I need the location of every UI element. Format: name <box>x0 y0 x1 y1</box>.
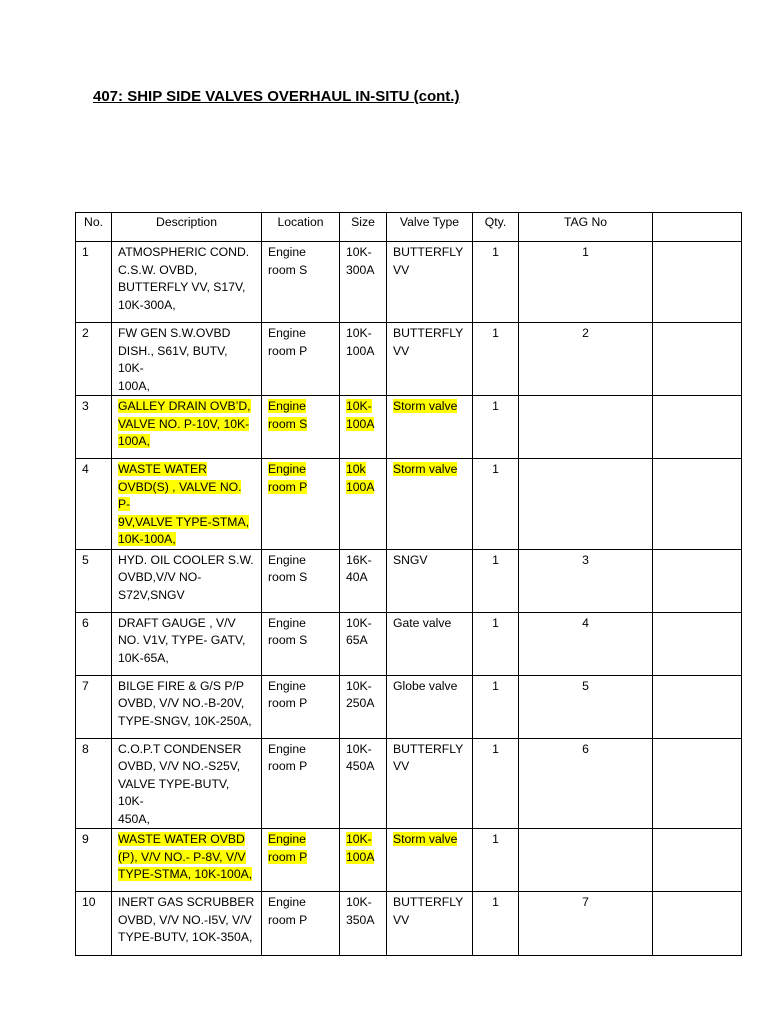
row-no: 5 <box>82 552 89 567</box>
row-size: 10K- 250A <box>346 678 375 710</box>
row-valve-type: Globe valve <box>393 678 458 693</box>
row-description-cell <box>112 675 262 738</box>
row-no-cell <box>76 675 112 738</box>
row-tag-no-cell <box>519 549 653 612</box>
row-no-cell <box>76 459 112 550</box>
row-qty: 1 <box>492 245 499 259</box>
row-qty: 1 <box>492 615 499 630</box>
row-tag-no-cell <box>519 675 653 738</box>
table-row <box>76 549 742 612</box>
row-qty-cell <box>473 675 519 738</box>
row-qty-cell <box>473 612 519 675</box>
row-no-cell <box>76 549 112 612</box>
table-row <box>76 459 742 550</box>
row-valve-type-cell <box>387 829 473 892</box>
row-tag-no: 4 <box>582 615 589 630</box>
row-valve-type-cell <box>387 612 473 675</box>
row-tag-no-cell <box>519 323 653 396</box>
row-qty-cell <box>473 323 519 396</box>
row-valve-type: Storm valve <box>393 399 458 413</box>
row-size: 10K- 65A <box>346 615 372 647</box>
row-description-cell <box>112 323 262 396</box>
row-tag-no: 7 <box>582 895 589 909</box>
row-extra-cell <box>653 738 742 829</box>
row-qty: 1 <box>492 741 499 756</box>
row-description-cell <box>112 459 262 550</box>
row-extra-cell <box>653 549 742 612</box>
row-no: 7 <box>82 678 89 693</box>
row-qty: 1 <box>492 895 499 909</box>
row-no-cell <box>76 396 112 459</box>
row-location-cell <box>262 738 340 829</box>
row-location-cell <box>262 549 340 612</box>
row-valve-type-cell <box>387 738 473 829</box>
row-description-cell <box>112 829 262 892</box>
row-size: 10K- 450A <box>346 741 375 773</box>
row-extra-cell <box>653 459 742 550</box>
row-valve-type-cell <box>387 396 473 459</box>
table-row <box>76 675 742 738</box>
table-row <box>76 396 742 459</box>
row-size: 10K- 100A <box>346 399 375 431</box>
row-size: 10K- 300A <box>346 245 375 277</box>
row-valve-type: SNGV <box>393 552 428 567</box>
row-no-cell <box>76 829 112 892</box>
table-header-row <box>76 213 742 242</box>
row-location: Engine room P <box>268 462 308 494</box>
row-no: 8 <box>82 741 89 756</box>
row-location-cell <box>262 612 340 675</box>
row-description: WASTE WATER OVBD(S) , VALVE NO. P- 9V,VALVE TYPE-STMA, 10K-100A, <box>118 462 249 546</box>
row-extra-cell <box>653 892 742 956</box>
row-description-cell <box>112 549 262 612</box>
table-row <box>76 829 742 892</box>
row-valve-type-cell <box>387 549 473 612</box>
row-location-cell <box>262 242 340 323</box>
row-description: HYD. OIL COOLER S.W. OVBD,V/V NO- S72V,SNGV <box>118 552 254 602</box>
row-no: 9 <box>82 832 89 846</box>
row-valve-type-cell <box>387 459 473 550</box>
row-extra-cell <box>653 612 742 675</box>
row-no-cell <box>76 612 112 675</box>
row-qty-cell <box>473 459 519 550</box>
row-size-cell <box>340 738 387 829</box>
row-no: 10 <box>82 895 96 909</box>
row-valve-type-cell <box>387 242 473 323</box>
row-qty: 1 <box>492 399 499 413</box>
table-row <box>76 323 742 396</box>
header-description: Description <box>112 213 262 242</box>
row-qty-cell <box>473 738 519 829</box>
table-row <box>76 242 742 323</box>
row-qty: 1 <box>492 832 499 846</box>
row-location: Engine room S <box>268 245 308 277</box>
row-description: DRAFT GAUGE , V/V NO. V1V, TYPE- GATV, 10K-65A, <box>118 615 246 665</box>
row-no: 3 <box>82 399 89 413</box>
row-no: 4 <box>82 462 89 476</box>
row-description: ATMOSPHERIC COND. C.S.W. OVBD, BUTTERFLY VV, S17V, 10K-300A, <box>118 245 250 312</box>
row-tag-no: 3 <box>582 552 589 567</box>
row-description-cell <box>112 242 262 323</box>
header-location: Location <box>262 213 340 242</box>
row-no: 1 <box>82 245 89 259</box>
row-location-cell <box>262 323 340 396</box>
page-title: 407: SHIP SIDE VALVES OVERHAUL IN-SITU (cont.) <box>93 88 460 105</box>
row-size-cell <box>340 549 387 612</box>
row-valve-type: BUTTERFLY VV <box>393 741 464 773</box>
row-description-cell <box>112 738 262 829</box>
row-size-cell <box>340 396 387 459</box>
row-size: 10K- 100A <box>346 832 375 864</box>
header-qty: Qty. <box>473 213 519 242</box>
row-tag-no: 1 <box>582 245 589 259</box>
row-location-cell <box>262 459 340 550</box>
row-location: Engine room P <box>268 326 308 358</box>
row-description: GALLEY DRAIN OVB’D, VALVE NO. P-10V, 10K- 100A, <box>118 399 251 448</box>
row-tag-no-cell <box>519 612 653 675</box>
row-size-cell <box>340 892 387 956</box>
row-description: FW GEN S.W.OVBD DISH., S61V, BUTV, 10K- 100A, <box>118 326 231 393</box>
row-description: BILGE FIRE & G/S P/P OVBD, V/V NO.-B-20V, TYPE-SNGV, 10K-250A, <box>118 678 252 728</box>
row-extra-cell <box>653 675 742 738</box>
row-qty-cell <box>473 242 519 323</box>
row-tag-no: 2 <box>582 326 589 340</box>
table-row <box>76 738 742 829</box>
row-size-cell <box>340 459 387 550</box>
row-tag-no: 6 <box>582 741 589 756</box>
header-blank <box>653 213 742 242</box>
row-location: Engine room P <box>268 741 308 773</box>
row-size-cell <box>340 612 387 675</box>
row-location: Engine room S <box>268 615 308 647</box>
row-tag-no-cell <box>519 738 653 829</box>
row-description-cell <box>112 396 262 459</box>
header-valve-type: Valve Type <box>387 213 473 242</box>
row-valve-type: Gate valve <box>393 615 452 630</box>
row-size-cell <box>340 323 387 396</box>
row-size: 10K- 350A <box>346 895 375 927</box>
row-qty-cell <box>473 892 519 956</box>
row-tag-no-cell <box>519 829 653 892</box>
row-tag-no: 5 <box>582 678 589 693</box>
valves-table <box>75 212 742 956</box>
row-qty-cell <box>473 549 519 612</box>
row-size: 10k 100A <box>346 462 375 494</box>
row-location-cell <box>262 892 340 956</box>
row-size: 10K- 100A <box>346 326 375 358</box>
row-tag-no-cell <box>519 396 653 459</box>
row-extra-cell <box>653 323 742 396</box>
table-row <box>76 612 742 675</box>
row-no-cell <box>76 738 112 829</box>
row-qty: 1 <box>492 462 499 476</box>
row-size-cell <box>340 675 387 738</box>
row-valve-type: Storm valve <box>393 462 458 476</box>
row-no-cell <box>76 323 112 396</box>
row-location: Engine room P <box>268 832 308 864</box>
row-no-cell <box>76 242 112 323</box>
row-location: Engine room S <box>268 552 308 584</box>
row-extra-cell <box>653 242 742 323</box>
row-location: Engine room P <box>268 678 308 710</box>
row-qty-cell <box>473 829 519 892</box>
row-qty: 1 <box>492 678 499 693</box>
header-no: No. <box>76 213 112 242</box>
row-no: 6 <box>82 615 89 630</box>
row-description: C.O.P.T CONDENSER OVBD, V/V NO.-S25V, VALVE TYPE-BUTV, 10K- 450A, <box>118 741 242 826</box>
row-size-cell <box>340 242 387 323</box>
row-extra-cell <box>653 396 742 459</box>
row-valve-type: Storm valve <box>393 832 458 846</box>
row-valve-type-cell <box>387 323 473 396</box>
row-description: INERT GAS SCRUBBER OVBD, V/V NO.-I5V, V/V TYPE-BUTV, 1OK-350A, <box>118 895 255 944</box>
row-size-cell <box>340 829 387 892</box>
row-location-cell <box>262 675 340 738</box>
row-description-cell <box>112 612 262 675</box>
row-tag-no-cell <box>519 892 653 956</box>
row-valve-type: BUTTERFLY VV <box>393 895 464 927</box>
row-valve-type: BUTTERFLY VV <box>393 245 464 277</box>
row-description: WASTE WATER OVBD (P), V/V NO.- P-8V, V/V TYPE-STMA, 10K-100A, <box>118 832 253 881</box>
row-tag-no-cell <box>519 242 653 323</box>
row-no-cell <box>76 892 112 956</box>
row-tag-no-cell <box>519 459 653 550</box>
row-extra-cell <box>653 829 742 892</box>
row-size: 16K- 40A <box>346 552 372 584</box>
row-valve-type: BUTTERFLY VV <box>393 326 464 358</box>
table-row <box>76 892 742 956</box>
header-size: Size <box>340 213 387 242</box>
row-location-cell <box>262 829 340 892</box>
row-valve-type-cell <box>387 892 473 956</box>
row-no: 2 <box>82 326 89 340</box>
row-location: Engine room S <box>268 399 308 431</box>
row-qty: 1 <box>492 552 499 567</box>
header-tag-no: TAG No <box>519 213 653 242</box>
row-qty: 1 <box>492 326 499 340</box>
row-location: Engine room P <box>268 895 308 927</box>
row-valve-type-cell <box>387 675 473 738</box>
row-qty-cell <box>473 396 519 459</box>
row-description-cell <box>112 892 262 956</box>
row-location-cell <box>262 396 340 459</box>
